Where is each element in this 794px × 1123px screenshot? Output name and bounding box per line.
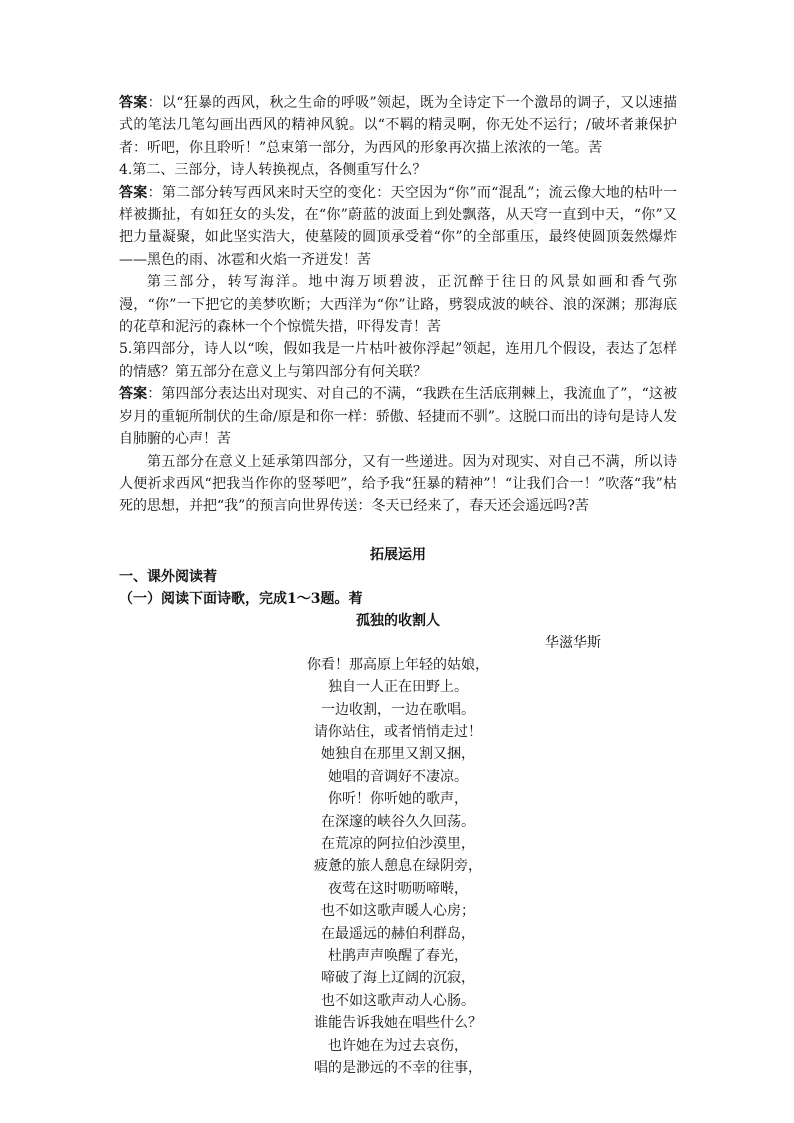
poem-line: 也不如这歌声暖人心房； — [321, 903, 475, 920]
poem-line: 一边收割，一边在歌唱。 — [321, 701, 475, 718]
answer-label: 答案 — [119, 95, 148, 111]
poem-line: 独自一人正在田野上。 — [328, 679, 468, 696]
answer-4 — [119, 182, 677, 272]
poem-line: 疲惫的旅人憩息在绿阴旁， — [314, 858, 482, 875]
section-title: 拓展运用 — [370, 546, 426, 563]
poem-line: 杜鹃声声唤醒了春光， — [328, 948, 468, 964]
poem-line: 她独自在那里又割又捆， — [321, 746, 475, 763]
poem-body — [119, 654, 677, 1080]
answer-5 — [119, 383, 677, 450]
poem-line: 也许她在为过去哀伤， — [328, 1037, 468, 1054]
answer-3 — [119, 92, 677, 159]
poem-line: 在荒凉的阿拉伯沙漠里， — [321, 835, 475, 852]
poem-line: 啼破了海上辽阔的沉寂， — [321, 970, 475, 987]
poem-title: 孤独的收割人 — [356, 612, 440, 629]
poem-line: 夜莺在这时呖呖啼啭， — [328, 880, 468, 897]
answer-4-part3: 第三部分，转写海洋。地中海万顷碧波，正沉醉于往日的风景如画和香气弥漫，“你”一下把它的美梦吹断；大西洋为“你”让路，劈裂成波的峡谷、浪的深渊；那海底的花草和泥污的森林一个个惊慌失措，吓得发青！䒷 — [119, 274, 677, 336]
reading-instruction: （一）阅读下面诗歌，完成1～3题。䒴 — [119, 590, 363, 607]
answer-3-text: ：以“狂暴的西风，秋之生命的呼吸”领起，既为全诗定下一个激昂的调子，又以速描式的笔法几笔勾画出西风的精神风貌。以“不羁的精灵啊，你无处不运行；/破坏者兼保护者：听吧，你且聆听！”总束第一部分，为西风的形象再次描上浓浓的一笔。䒷 — [119, 95, 678, 156]
poem-line: 在最遥远的赫伯利群岛， — [321, 925, 475, 942]
answer-5-text: ：第四部分表达出对现实、对自己的不满，“我跌在生活底荆棘上，我流血了”，“这被岁月的重轭所制伏的生命/原是和你一样：骄傲、轻捷而不驯”。这脱口而出的诗句是诗人发自肺腑的心声！䒷 — [119, 386, 677, 448]
answer-5-part5: 第五部分在意义上延承第四部分，又有一些递进。因为对现实、对自己不满，所以诗人便祈求西风“把我当作你的竖琴吧”，给予我“狂暴的精神”！“让我们合一！”吹落“我”枯死的思想，并把“我”的预言向世界传送：冬天已经来了，春天还会遥远吗?䒷 — [119, 453, 677, 515]
subsection-heading: 一、课外阅读䒴 — [119, 568, 217, 585]
poem-line: 在深邃的峡谷久久回荡。 — [321, 813, 475, 830]
question-5: 5.第四部分，诗人以“唉，假如我是一片枯叶被你浮起”领起，连用几个假设，表达了怎样的情感？第五部分在意义上与第四部分有何关联？ — [119, 341, 677, 380]
poem-line: 请你站住，或者悄悄走过！ — [314, 723, 482, 740]
poem-line: 她唱的音调好不凄凉。 — [328, 768, 468, 785]
question-4: 4.第二、三部分，诗人转换视点，各侧重写什么？ — [119, 162, 427, 179]
answer-label: 答案 — [119, 386, 148, 403]
poem-line: 也不如这歌声动人心肠。 — [321, 992, 475, 1009]
poem-author: 华滋华斯 — [545, 634, 601, 651]
poem-line: 唱的是渺远的不幸的往事， — [314, 1060, 482, 1077]
poem-line: 你听！你听她的歌声， — [328, 791, 468, 808]
answer-4-text: ：第二部分转写西风来时天空的变化：天空因为“你”而“混乱”；流云像大地的枯叶一样被撕扯，有如狂女的头发，在“你”蔚蓝的波面上到处飘落，从天穹一直到中天，“你”又把力量凝聚，如此坚实浩大，使墓陵的圆顶承受着“你”的全部重压，最终使圆顶轰然爆炸——黑色的雨、冰雹和火焰一齐迸发！䒷 — [119, 184, 677, 268]
poem-line: 谁能告诉我她在唱些什么？ — [314, 1015, 482, 1032]
poem-line: 你看！那高原上年轻的姑娘， — [307, 656, 489, 673]
document-page — [119, 92, 677, 1079]
answer-label: 答案 — [119, 184, 148, 201]
